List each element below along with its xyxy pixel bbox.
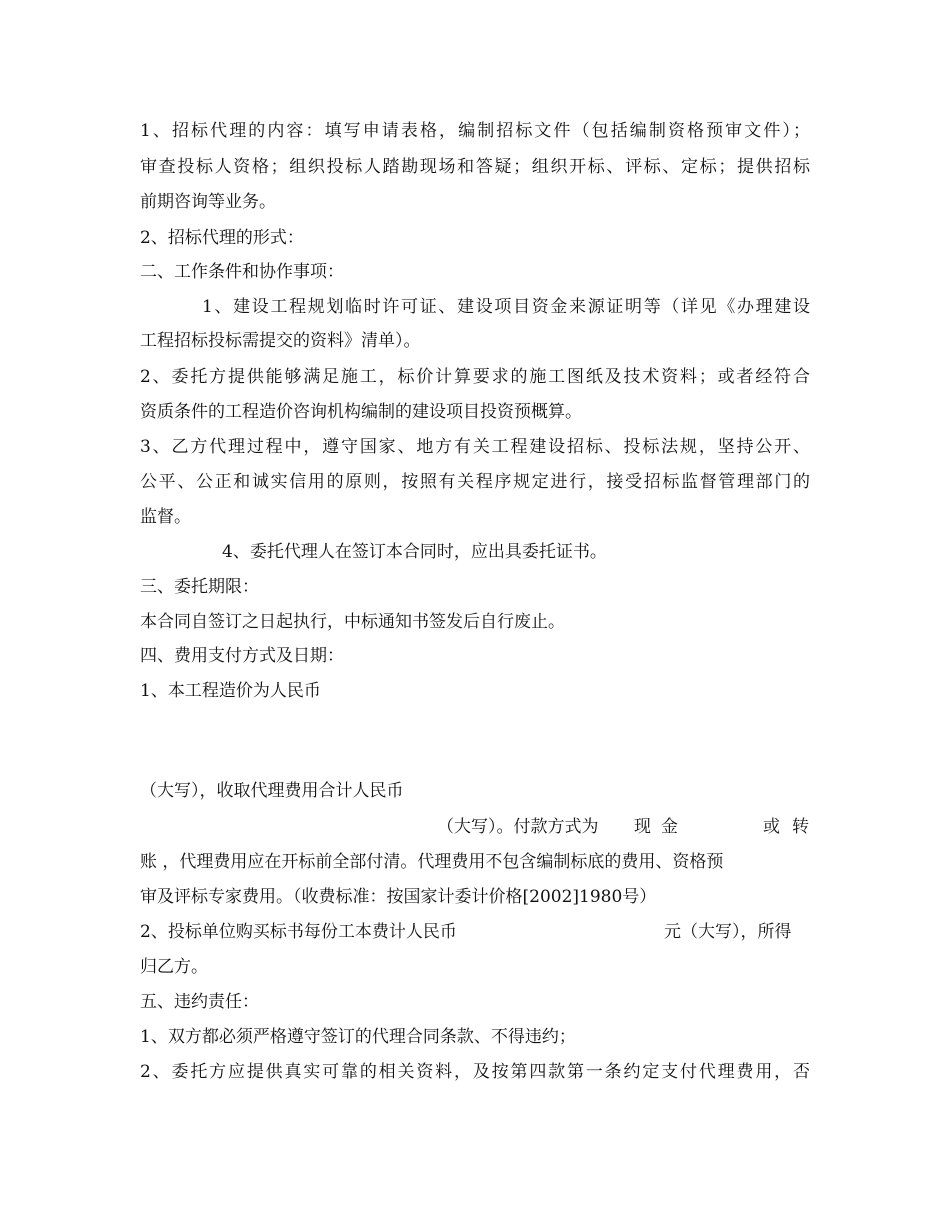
paragraph-line: 公平、公正和诚实信用的原则，按照有关程序规定进行，接受招标监督管理部门的: [140, 472, 810, 492]
paragraph-line: 本合同自签订之日起执行，中标通知书签发后自行废止。: [140, 612, 565, 632]
payment-cash-char1: 现: [634, 817, 651, 837]
paragraph-line: 1、本工程造价为人民币: [140, 681, 321, 701]
payment-or-char: 或: [763, 817, 780, 837]
paragraph-line: 工程招标投标需提交的资料》清单）。: [140, 331, 421, 351]
paragraph-line: 账 ，代理费用应在开标前全部付清。代理费用不包含编制标底的费用、资格预: [140, 852, 724, 872]
payment-transfer-char: 转: [792, 817, 809, 837]
paragraph-line: 前期咨询等业务。: [140, 192, 276, 212]
paragraph-line: 2、委托方应提供真实可靠的相关资料，及按第四款第一条约定支付代理费用，否: [140, 1062, 810, 1082]
paragraph-line: 审及评标专家费用。（收费标准：按国家计委计价格[2002]1980号）: [140, 887, 657, 907]
section-heading: 三、委托期限：: [140, 577, 259, 597]
paragraph-line: 2、委托方提供能够满足施工，标价计算要求的施工图纸及技术资料；或者经符合: [140, 367, 810, 387]
paragraph-line: 1、双方都必须严格遵守签订的代理合同条款、不得违约；: [140, 1027, 576, 1047]
paragraph-line: （大写），收取代理费用合计人民币: [140, 781, 404, 801]
payment-method-text: （大写）。付款方式为: [437, 817, 599, 837]
document-fee-text: 2、投标单位购买标书每份工本费计人民币: [140, 922, 457, 942]
document-fee-unit: 元（大写），所得: [664, 922, 792, 942]
payment-cash-char2: 金: [661, 817, 678, 837]
section-heading: 二、工作条件和协作事项：: [140, 262, 344, 282]
paragraph-line: 归乙方。: [140, 957, 208, 977]
paragraph-line: 2、招标代理的形式：: [140, 228, 304, 248]
paragraph-line: 审查投标人资格；组织投标人踏勘现场和答疑；组织开标、评标、定标；提供招标: [140, 157, 810, 177]
paragraph-line: 1、建设工程规划临时许可证、建设项目资金来源证明等（详见《办理建设: [202, 297, 810, 317]
paragraph-line: 资质条件的工程造价咨询机构编制的建设项目投资预概算。: [140, 402, 582, 422]
section-heading: 四、费用支付方式及日期：: [140, 646, 344, 666]
paragraph-line: 3、乙方代理过程中，遵守国家、地方有关工程建设招标、投标法规，坚持公开、: [140, 437, 810, 457]
paragraph-line: 1、招标代理的内容：填写申请表格，编制招标文件（包括编制资格预审文件）；: [140, 121, 810, 141]
paragraph-line: 监督。: [140, 507, 191, 527]
section-heading: 五、违约责任：: [140, 992, 259, 1012]
paragraph-line: 4、委托代理人在签订本合同时，应出具委托证书。: [222, 542, 607, 562]
